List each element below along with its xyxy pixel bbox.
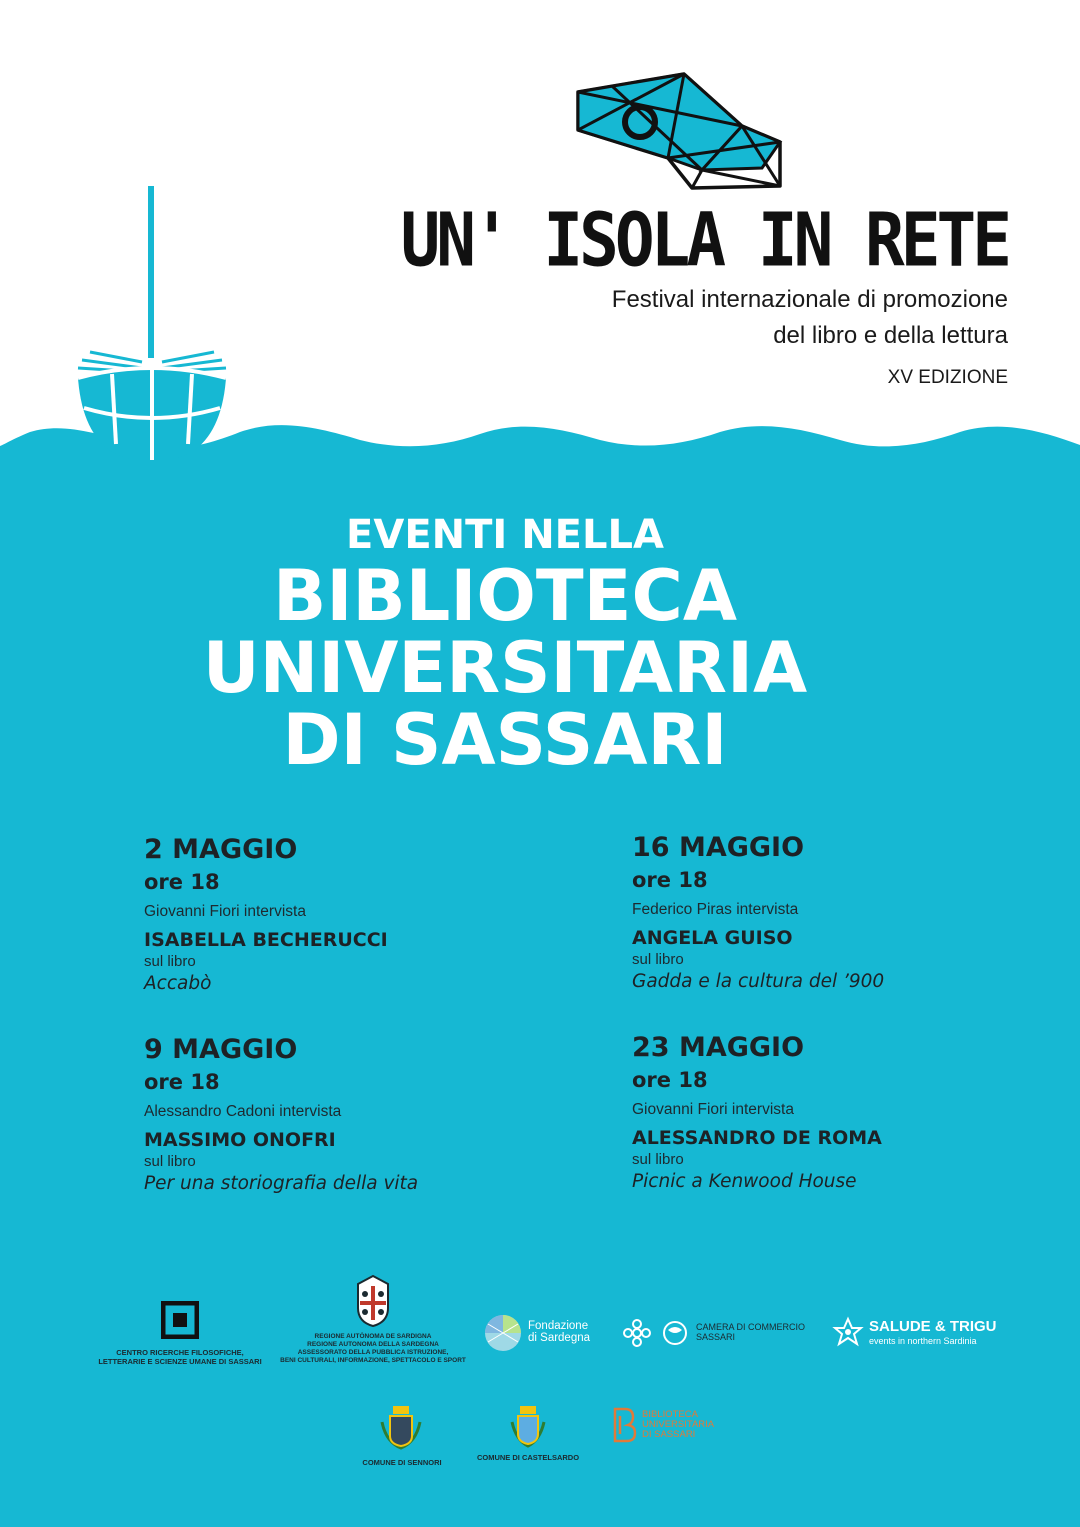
cc-line-2: SASSARI xyxy=(696,1332,736,1342)
event-guest: ISABELLA BECHERUCCI xyxy=(144,929,388,951)
bus-line-3: DI SASSARI xyxy=(642,1429,696,1440)
event-guest: MASSIMO ONOFRI xyxy=(144,1129,336,1151)
bus-line-2: UNIVERSITARIA xyxy=(642,1419,715,1430)
heading-line-2: BIBLIOTECA xyxy=(272,555,738,637)
event-book-title: Accabò xyxy=(144,973,212,994)
event-host: Federico Piras intervista xyxy=(632,901,799,918)
heading-line-4: DI SASSARI xyxy=(282,699,728,781)
event-time: ore 18 xyxy=(632,868,708,892)
festival-subtitle xyxy=(612,282,1008,354)
event-host: Giovanni Fiori intervista xyxy=(144,903,306,920)
salude-trigu-icon xyxy=(832,1316,864,1348)
crf-square-logo-icon xyxy=(161,1301,199,1339)
biblioteca-logo-label xyxy=(642,1410,714,1440)
st-tag: events in northern Sardinia xyxy=(869,1336,977,1346)
cc-line-1: CAMERA DI COMMERCIO xyxy=(696,1322,806,1332)
event-book-label: sul libro xyxy=(632,951,684,968)
fondazione-sardegna-label xyxy=(528,1320,590,1344)
event-card-2 xyxy=(632,832,1072,996)
event-book-label: sul libro xyxy=(632,1151,684,1168)
castelsardo-label: COMUNE DI CASTELSARDO xyxy=(476,1453,580,1462)
biblioteca-b-icon xyxy=(612,1406,638,1444)
sennori-crest-icon xyxy=(378,1402,424,1452)
event-date: 16 MAGGIO xyxy=(632,832,805,863)
event-time: ore 18 xyxy=(144,870,220,894)
fondazione-sardegna-icon xyxy=(484,1314,522,1352)
salude-trigu-label xyxy=(869,1318,997,1346)
fds-line-2: di Sardegna xyxy=(528,1332,591,1344)
festival-title: UN' ISOLA IN RETE xyxy=(400,197,1008,284)
fds-line-1: Fondazione xyxy=(528,1320,589,1332)
event-host: Giovanni Fiori intervista xyxy=(632,1101,794,1118)
event-time: ore 18 xyxy=(144,1070,220,1094)
edition-label: XV EDIZIONE xyxy=(887,367,1008,388)
event-book-label: sul libro xyxy=(144,953,196,970)
event-host: Alessandro Cadoni intervista xyxy=(144,1103,342,1120)
event-card-1 xyxy=(144,834,584,998)
event-card-4 xyxy=(632,1032,1072,1196)
crf-logo-label xyxy=(90,1348,270,1366)
camera-commercio-label xyxy=(696,1322,805,1342)
bus-line-1: BIBLIOTECA xyxy=(642,1409,698,1420)
ras-line-2: REGIONE AUTONOMA DELLA SARDEGNA xyxy=(307,1341,439,1348)
event-book-title: Per una storiografia della vita xyxy=(144,1173,419,1194)
event-date: 2 MAGGIO xyxy=(144,834,298,865)
event-guest: ALESSANDRO DE ROMA xyxy=(632,1127,882,1149)
event-book-title: Gadda e la cultura del ’900 xyxy=(632,971,885,992)
castelsardo-crest-icon xyxy=(508,1404,548,1450)
event-time: ore 18 xyxy=(632,1068,708,1092)
st-name: SALUDE & TRIGU xyxy=(869,1318,997,1335)
event-date: 9 MAGGIO xyxy=(144,1034,298,1065)
event-book-label: sul libro xyxy=(144,1153,196,1170)
event-book-title: Picnic a Kenwood House xyxy=(632,1171,857,1192)
event-card-3 xyxy=(144,1034,584,1198)
crf-line-2: LETTERARIE E SCIENZE UMANE DI SASSARI xyxy=(98,1357,262,1366)
sardinia-coat-of-arms-icon xyxy=(350,1274,396,1328)
subtitle-line-1: Festival internazionale di promozione xyxy=(611,286,1008,313)
event-guest: ANGELA GUISO xyxy=(632,927,793,949)
event-date: 23 MAGGIO xyxy=(632,1032,805,1063)
ras-line-4: BENI CULTURALI, INFORMAZIONE, SPETTACOLO E SPORT xyxy=(280,1357,466,1364)
chamber-globe-icon xyxy=(662,1320,688,1346)
ras-line-1: REGIONE AUTÒNOMA DE SARDIGNA xyxy=(314,1333,432,1340)
crf-line-1: CENTRO RICERCHE FILOSOFICHE, xyxy=(116,1348,244,1357)
heading-line-1: EVENTI NELLA xyxy=(346,512,664,558)
ras-logo-label xyxy=(272,1333,474,1365)
heading-line-3: UNIVERSITARIA xyxy=(202,627,808,709)
sennori-label: COMUNE DI SENNORI xyxy=(362,1458,442,1467)
fish-logo-icon xyxy=(572,70,784,192)
subtitle-line-2: del libro e della lettura xyxy=(773,322,1008,349)
boat-icon xyxy=(72,182,232,470)
chamber-flower-icon xyxy=(622,1318,652,1348)
ras-line-3: ASSESSORATO DELLA PUBBLICA ISTRUZIONE, xyxy=(297,1349,449,1356)
